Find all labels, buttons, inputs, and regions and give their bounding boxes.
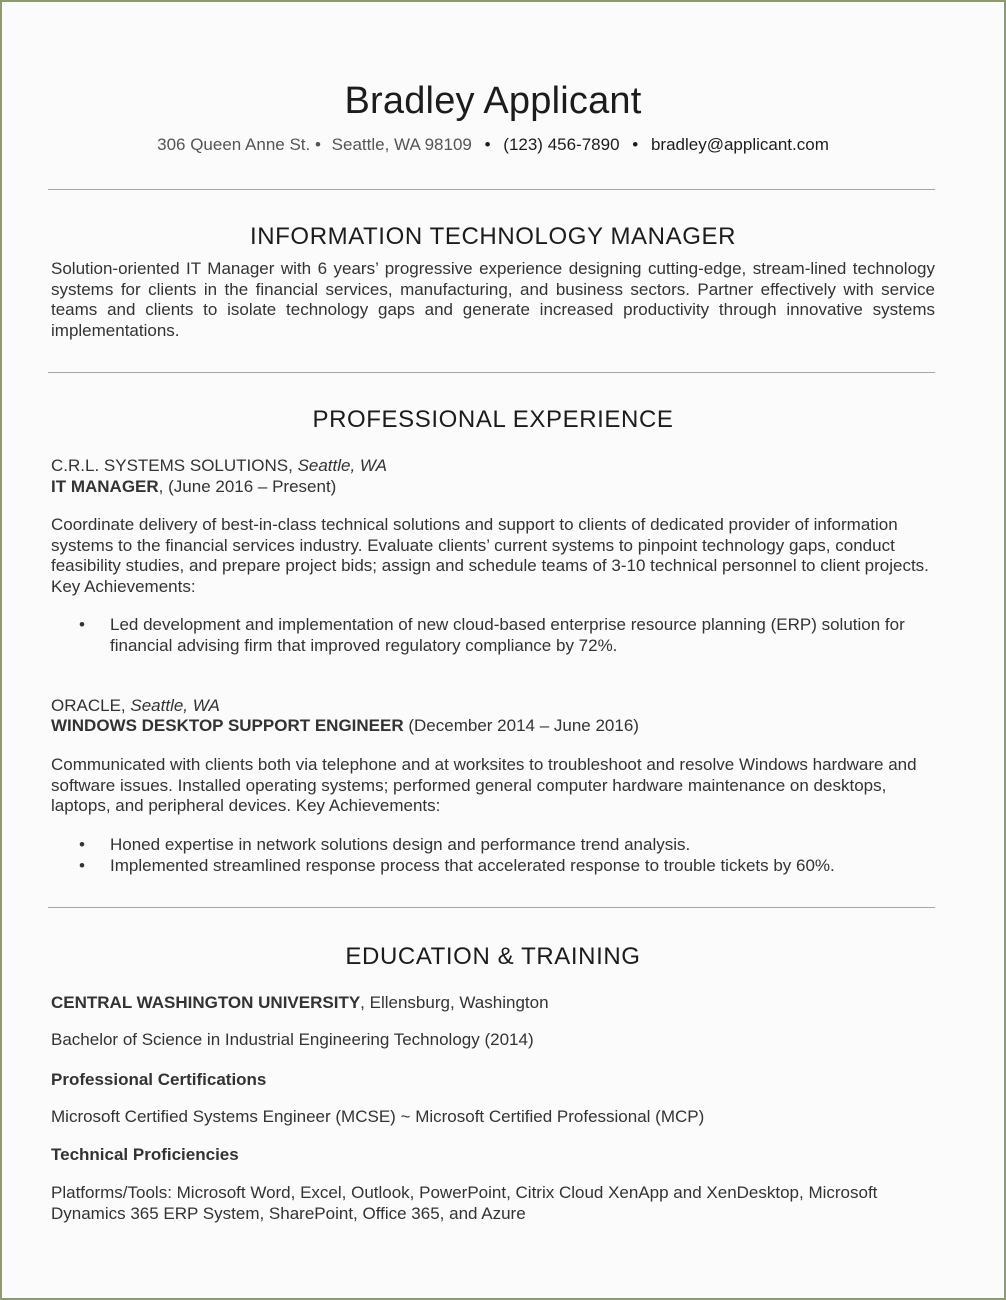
certifications-heading: Professional Certifications <box>51 1070 267 1089</box>
job-description: Communicated with clients both via telephone and at worksites to troubleshoot and resolve Windows hardware and software issues. Installed operating systems; performed general computer hardware maintenance on desktops, laptops, and peripheral devices. Key Achievements: <box>51 755 917 816</box>
achievement-item <box>51 835 935 856</box>
bullet-icon: • <box>79 835 85 854</box>
divider <box>48 907 935 908</box>
city: Seattle, WA 98109 <box>331 135 472 154</box>
university-location: , Ellensburg, Washington <box>360 993 549 1012</box>
job-company: ORACLE, <box>51 696 126 715</box>
summary-text: Solution-oriented IT Manager with 6 years’ progressive experience designing cutting-edge, stream-lined technology systems for clients in the financial services, manufacturing, and business sectors. Partner effectively with service teams and clients to isolate technology gaps and generate increased productivity through innovative systems implementations. <box>51 259 935 341</box>
job-role: IT MANAGER <box>51 477 159 496</box>
job-dates: (December 2014 – June 2016) <box>403 716 639 735</box>
achievement-text: Implemented streamlined response process that accelerated response to trouble tickets by 60%. <box>110 855 835 875</box>
address: 306 Queen Anne St. • <box>157 135 321 154</box>
achievement-text: Honed expertise in network solutions design and performance trend analysis. <box>110 835 691 854</box>
divider <box>48 189 935 190</box>
achievement-list <box>51 615 935 656</box>
applicant-name: Bradley Applicant <box>344 80 642 122</box>
job-location: Seattle, WA <box>297 456 388 475</box>
separator-bullet: • <box>632 135 639 154</box>
university-name: CENTRAL WASHINGTON UNIVERSITY <box>51 993 361 1012</box>
achievement-list <box>51 835 935 876</box>
achievement-item <box>51 856 935 877</box>
education-title: EDUCATION & TRAINING <box>345 943 641 970</box>
job-employer <box>51 696 220 716</box>
email-link[interactable]: bradley@applicant.com <box>650 135 829 154</box>
achievement-item <box>51 615 935 656</box>
job-role-line <box>51 477 336 497</box>
bullet-icon: • <box>79 855 85 875</box>
university-line <box>51 993 549 1013</box>
experience-title: PROFESSIONAL EXPERIENCE <box>312 406 674 433</box>
job-role-line <box>51 716 639 736</box>
certifications: Microsoft Certified Systems Engineer (MCSE) ~ Microsoft Certified Professional (MCP) <box>51 1107 705 1126</box>
job-description: Coordinate delivery of best-in-class technical solutions and support to clients of dedicated provider of information systems to the financial services industry. Evaluate clients’ current systems to pinpoint technology gaps, conduct feasibility studies, and prepare project bids; assign and schedule teams of 3-10 technical personnel to client projects. Key Achievements: <box>51 515 929 597</box>
summary-title: INFORMATION TECHNOLOGY MANAGER <box>249 223 737 250</box>
separator-bullet: • <box>484 135 491 154</box>
job-employer <box>51 456 387 476</box>
degree: Bachelor of Science in Industrial Engineering Technology (2014) <box>51 1030 534 1049</box>
proficiencies-heading: Technical Proficiencies <box>51 1145 239 1164</box>
bullet-icon: • <box>79 615 85 634</box>
job-role: WINDOWS DESKTOP SUPPORT ENGINEER <box>51 716 404 735</box>
job-location: Seattle, WA <box>130 696 220 715</box>
phone: (123) 456-7890 <box>503 135 620 154</box>
proficiencies: Platforms/Tools: Microsoft Word, Excel, Outlook, PowerPoint, Citrix Cloud XenApp and XenDesktop, Microsoft Dynamics 365 ERP System, SharePoint, Office 365, and Azure <box>51 1183 878 1223</box>
achievement-text: Led development and implementation of new cloud-based enterprise resource planning (ERP) solution for financial advising firm that improved regulatory compliance by 72%. <box>110 615 905 655</box>
job-company: C.R.L. SYSTEMS SOLUTIONS, <box>51 456 293 475</box>
divider <box>48 372 935 373</box>
contact-line <box>2 135 984 155</box>
job-dates: , (June 2016 – Present) <box>158 477 337 496</box>
